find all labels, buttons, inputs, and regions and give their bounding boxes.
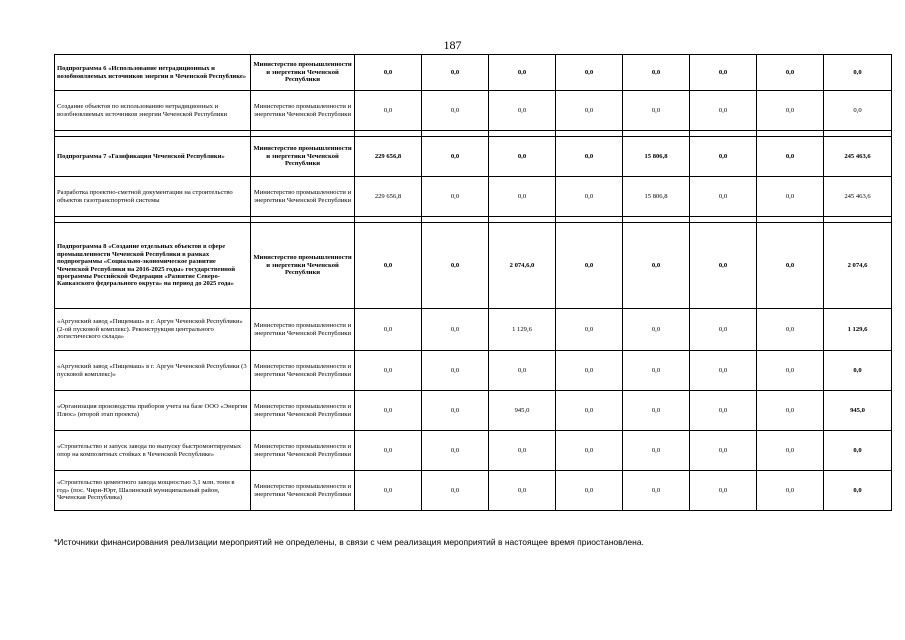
year-value: 0,0 xyxy=(690,351,757,391)
year-value: 0,0 xyxy=(757,431,824,471)
responsible-executor: Министерство промышленности и энергетики Чеченской Республики xyxy=(251,471,355,511)
year-value: 0,0 xyxy=(757,137,824,177)
year-value: 0,0 xyxy=(690,391,757,431)
year-value: 0,0 xyxy=(422,223,489,309)
year-value: 0,0 xyxy=(757,391,824,431)
activity-row xyxy=(55,391,892,431)
total-value: 0,0 xyxy=(824,91,892,131)
responsible-executor: Министерство промышленности и энергетики Чеченской Республики xyxy=(251,309,355,351)
year-value: 0,0 xyxy=(355,351,422,391)
year-value: 0,0 xyxy=(355,431,422,471)
activity-name: «Организация производства приборов учета на базе ООО «Энергия Плюс» (второй этап проекта) xyxy=(55,391,251,431)
total-value: 2 074,6 xyxy=(824,223,892,309)
year-value: 945,0 xyxy=(489,391,556,431)
year-value: 0,0 xyxy=(422,137,489,177)
year-value: 0,0 xyxy=(690,223,757,309)
year-value: 0,0 xyxy=(757,91,824,131)
subprogram-row xyxy=(55,55,892,91)
total-value: 245 463,6 xyxy=(824,137,892,177)
responsible-executor: Министерство промышленности и энергетики Чеченской Республики xyxy=(251,177,355,217)
year-value: 0,0 xyxy=(489,91,556,131)
year-value: 0,0 xyxy=(623,223,690,309)
subprogram-row xyxy=(55,137,892,177)
year-value: 0,0 xyxy=(623,471,690,511)
year-value: 0,0 xyxy=(489,55,556,91)
year-value: 1 129,6 xyxy=(489,309,556,351)
year-value: 15 806,8 xyxy=(623,177,690,217)
responsible-executor: Министерство промышленности и энергетики Чеченской Республики xyxy=(251,91,355,131)
activity-name: Разработка проектно-сметной документации на строительство объектов газотранспортной системы xyxy=(55,177,251,217)
year-value: 0,0 xyxy=(690,471,757,511)
responsible-executor: Министерство промышленности и энергетики Чеченской Республики xyxy=(251,391,355,431)
responsible-executor: Министерство промышленности и энергетики Чеченской Республики xyxy=(251,351,355,391)
year-value: 15 806,8 xyxy=(623,137,690,177)
year-value: 0,0 xyxy=(556,309,623,351)
year-value: 0,0 xyxy=(422,55,489,91)
year-value: 0,0 xyxy=(757,309,824,351)
year-value: 0,0 xyxy=(489,431,556,471)
year-value: 0,0 xyxy=(757,471,824,511)
year-value: 0,0 xyxy=(422,309,489,351)
responsible-executor: Министерство промышленности и энергетики Чеченской Республики xyxy=(251,137,355,177)
year-value: 0,0 xyxy=(690,309,757,351)
year-value: 0,0 xyxy=(556,223,623,309)
activity-name: «Аргунский завод «Пищемаш» в г. Аргун Чеченской Республики» (2-ой пусковой комплекс). Реконструкция центрального логистического склада» xyxy=(55,309,251,351)
year-value: 0,0 xyxy=(489,351,556,391)
total-value: 0,0 xyxy=(824,431,892,471)
page-number: 187 xyxy=(443,38,462,52)
year-value: 0,0 xyxy=(690,137,757,177)
year-value: 0,0 xyxy=(757,351,824,391)
responsible-executor: Министерство промышленности и энергетики Чеченской Республики xyxy=(251,55,355,91)
year-value: 0,0 xyxy=(422,177,489,217)
activity-row xyxy=(55,309,892,351)
year-value: 0,0 xyxy=(690,55,757,91)
subprogram-row xyxy=(55,223,892,309)
activity-row xyxy=(55,431,892,471)
year-value: 0,0 xyxy=(623,55,690,91)
year-value: 0,0 xyxy=(623,391,690,431)
year-value: 0,0 xyxy=(556,137,623,177)
year-value: 0,0 xyxy=(422,431,489,471)
year-value: 0,0 xyxy=(690,177,757,217)
year-value: 0,0 xyxy=(489,137,556,177)
total-value: 0,0 xyxy=(824,55,892,91)
year-value: 0,0 xyxy=(623,91,690,131)
year-value: 229 656,8 xyxy=(355,177,422,217)
year-value: 0,0 xyxy=(556,177,623,217)
activity-name: «Строительство цементного завода мощностью 3,1 млн. тонн в год» (пос. Чири-Юрт, Шалинский муниципальный район, Чеченская Республика) xyxy=(55,471,251,511)
activity-row xyxy=(55,91,892,131)
activity-name: «Аргунский завод «Пищемаш» в г. Аргун Чеченской Республики (3 пусковой комплекс)» xyxy=(55,351,251,391)
responsible-executor: Министерство промышленности и энергетики Чеченской Республики xyxy=(251,223,355,309)
year-value: 0,0 xyxy=(556,391,623,431)
total-value: 1 129,6 xyxy=(824,309,892,351)
footnote: *Источники финансирования реализации мероприятий не определены, в связи с чем реализация мероприятий в настоящее время приостановлена. xyxy=(54,537,644,547)
year-value: 0,0 xyxy=(623,431,690,471)
year-value: 2 074,6,0 xyxy=(489,223,556,309)
year-value: 0,0 xyxy=(556,55,623,91)
year-value: 0,0 xyxy=(355,309,422,351)
total-value: 0,0 xyxy=(824,471,892,511)
year-value: 0,0 xyxy=(489,177,556,217)
year-value: 0,0 xyxy=(355,91,422,131)
year-value: 0,0 xyxy=(422,391,489,431)
activity-name: Создание объектов по использованию нетрадиционных и возобновляемых источников энергии Чеченской Республики xyxy=(55,91,251,131)
year-value: 0,0 xyxy=(489,471,556,511)
budget-table xyxy=(54,54,892,511)
responsible-executor: Министерство промышленности и энергетики Чеченской Республики xyxy=(251,431,355,471)
year-value: 0,0 xyxy=(355,391,422,431)
activity-row xyxy=(55,177,892,217)
year-value: 0,0 xyxy=(355,55,422,91)
activity-name: Подпрограмма 8 «Создание отдельных объектов в сфере промышленности Чеченской Республики в рамках подпрограммы «Социально-экономическое развитие Чеченской Республики на 2016-2025 годы» государственной программы Российской Федерации «Развитие Северо-Кавказского федерального округа» на период до 2025 года» xyxy=(55,223,251,309)
year-value: 0,0 xyxy=(355,223,422,309)
year-value: 0,0 xyxy=(556,431,623,471)
year-value: 0,0 xyxy=(556,471,623,511)
year-value: 0,0 xyxy=(690,91,757,131)
total-value: 0,0 xyxy=(824,351,892,391)
total-value: 945,0 xyxy=(824,391,892,431)
year-value: 0,0 xyxy=(556,91,623,131)
year-value: 0,0 xyxy=(422,351,489,391)
activity-row xyxy=(55,351,892,391)
year-value: 0,0 xyxy=(690,431,757,471)
year-value: 0,0 xyxy=(623,309,690,351)
year-value: 0,0 xyxy=(422,471,489,511)
year-value: 0,0 xyxy=(556,351,623,391)
year-value: 0,0 xyxy=(623,351,690,391)
year-value: 0,0 xyxy=(422,91,489,131)
year-value: 0,0 xyxy=(757,177,824,217)
total-value: 245 463,6 xyxy=(824,177,892,217)
activity-name: «Строительство и запуск завода по выпуску быстромонтируемых опор на композитных стойках в Чеченской Республике» xyxy=(55,431,251,471)
year-value: 0,0 xyxy=(355,471,422,511)
activity-name: Подпрограмма 7 «Газификация Чеченской Республики» xyxy=(55,137,251,177)
year-value: 229 656,8 xyxy=(355,137,422,177)
activity-row xyxy=(55,471,892,511)
activity-name: Подпрограмма 6 «Использование нетрадиционных и возобновляемых источников энергии в Чеченской Республике» xyxy=(55,55,251,91)
year-value: 0,0 xyxy=(757,223,824,309)
year-value: 0,0 xyxy=(757,55,824,91)
